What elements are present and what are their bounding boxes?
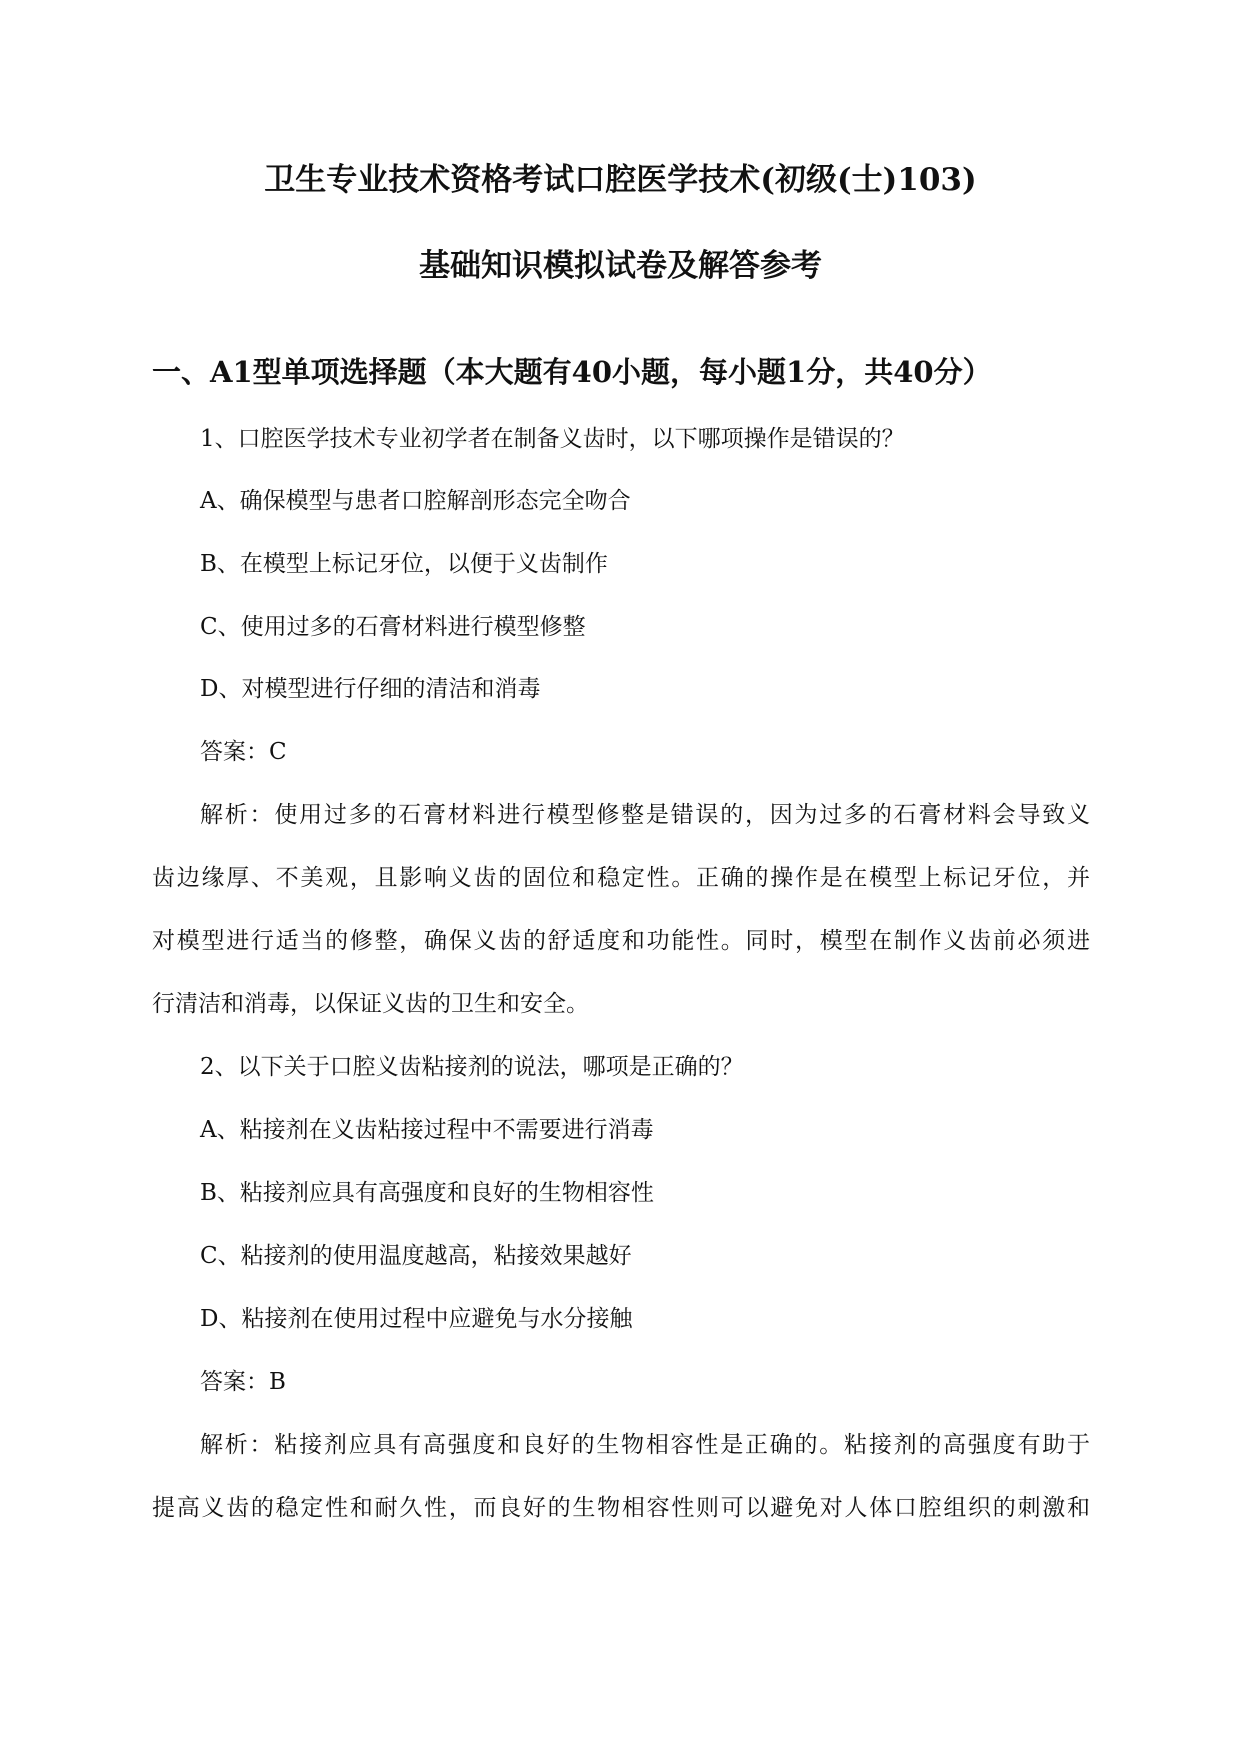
question-2-answer: 答案：B xyxy=(200,1369,286,1395)
question-2-analysis-line-1: 解析：粘接剂应具有高强度和良好的生物相容性是正确的。粘接剂的高强度有助于 xyxy=(200,1432,1090,1458)
question-2-option-b: B、粘接剂应具有高强度和良好的生物相容性 xyxy=(200,1180,654,1206)
question-2-stem: 2、以下关于口腔义齿粘接剂的说法，哪项是正确的？ xyxy=(200,1054,744,1080)
question-1-analysis-line-4: 行清洁和消毒，以保证义齿的卫生和安全。 xyxy=(152,991,589,1017)
question-1-option-d: D、对模型进行仔细的清洁和消毒 xyxy=(200,676,541,702)
question-2-option-d: D、粘接剂在使用过程中应避免与水分接触 xyxy=(200,1306,633,1332)
question-1-analysis-line-1: 解析：使用过多的石膏材料进行模型修整是错误的，因为过多的石膏材料会导致义 xyxy=(200,802,1090,828)
question-1-stem: 1、口腔医学技术专业初学者在制备义齿时，以下哪项操作是错误的？ xyxy=(200,426,905,452)
question-1-option-a: A、确保模型与患者口腔解剖形态完全吻合 xyxy=(200,488,631,514)
document-title-line-1: 卫生专业技术资格考试口腔医学技术(初级(士)103) xyxy=(264,162,977,198)
question-2-analysis-line-2: 提高义齿的稳定性和耐久性，而良好的生物相容性则可以避免对人体口腔组织的刺激和 xyxy=(152,1495,1090,1521)
question-2-option-c: C、粘接剂的使用温度越高，粘接效果越好 xyxy=(200,1243,632,1269)
question-1-analysis-line-3: 对模型进行适当的修整，确保义齿的舒适度和功能性。同时，模型在制作义齿前必须进 xyxy=(152,928,1090,954)
question-1-option-b: B、在模型上标记牙位，以便于义齿制作 xyxy=(200,551,608,577)
question-2-option-a: A、粘接剂在义齿粘接过程中不需要进行消毒 xyxy=(200,1117,654,1143)
question-1-option-c: C、使用过多的石膏材料进行模型修整 xyxy=(200,614,586,640)
question-1-answer: 答案：C xyxy=(200,739,287,765)
document-title-line-2: 基础知识模拟试卷及解答参考 xyxy=(419,248,822,284)
section-heading: 一、A1型单项选择题（本大题有40小题，每小题1分，共40分） xyxy=(152,355,992,389)
question-1-analysis-line-2: 齿边缘厚、不美观，且影响义齿的固位和稳定性。正确的操作是在模型上标记牙位，并 xyxy=(152,865,1090,891)
